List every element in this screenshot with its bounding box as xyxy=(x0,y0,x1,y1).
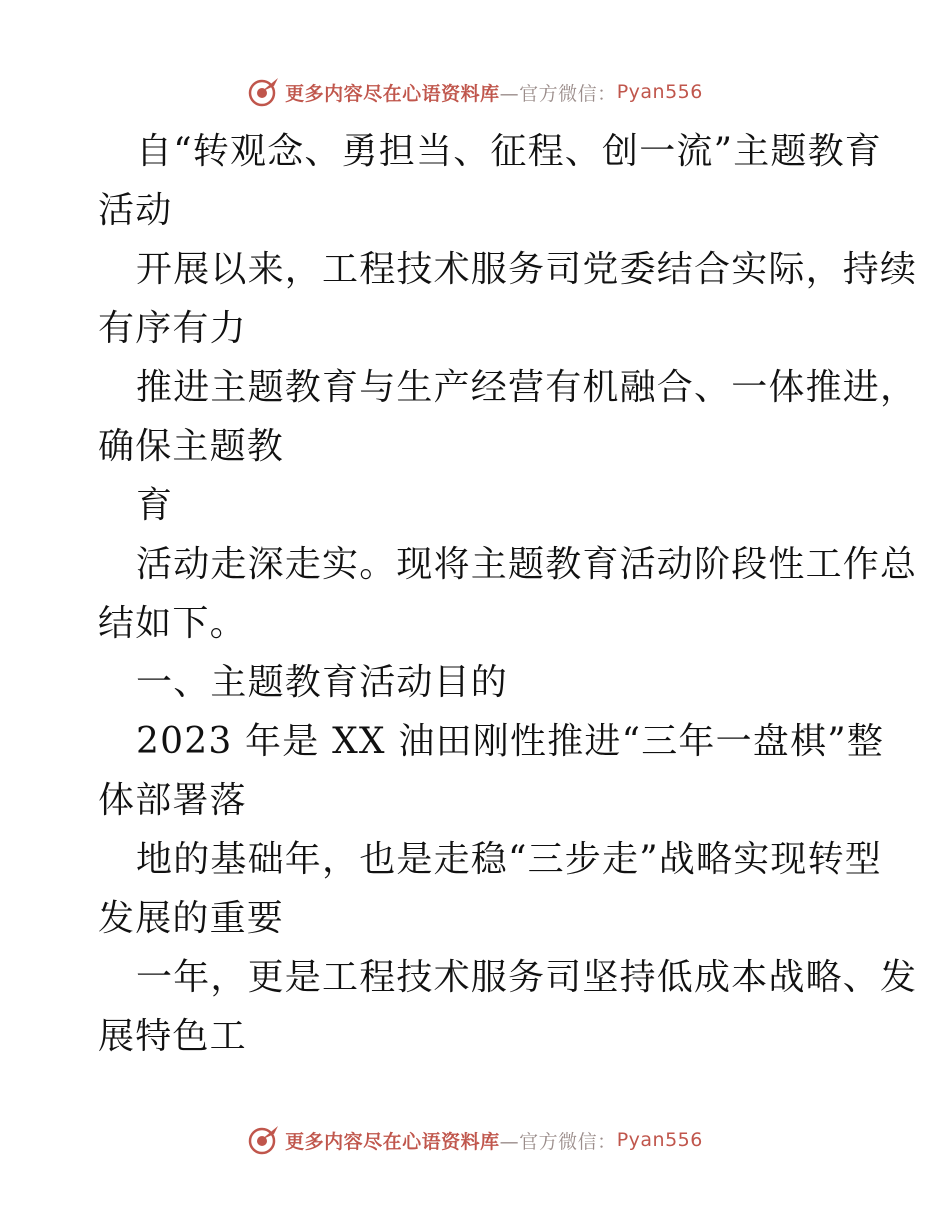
text-line: 地的基础年，也是走稳“三步走”战略实现转型 xyxy=(136,839,883,880)
text-line: 结如下。 xyxy=(98,603,247,644)
text-line: 体部署落 xyxy=(98,780,247,821)
text-line: 发展的重要 xyxy=(98,898,285,939)
quill-seal-icon xyxy=(247,75,281,109)
text-line: 确保主题教 xyxy=(98,426,285,467)
watermark-separator: —官方微信： xyxy=(499,1130,617,1153)
watermark-wechat-id: Pyan556 xyxy=(616,1129,703,1151)
text-line: 2023 年是 XX 油田刚性推进“三年一盘棋”整 xyxy=(136,721,885,762)
text-line: 活动 xyxy=(98,190,173,231)
section-heading: 一、主题教育活动目的 xyxy=(136,662,509,703)
text-line: 育 xyxy=(136,485,174,526)
text-line: 推进主题教育与生产经营有机融合、一体推进， xyxy=(136,367,918,408)
text-line: 开展以来，工程技术服务司党委结合实际，持续 xyxy=(136,249,918,290)
footer-watermark xyxy=(0,1120,950,1160)
text-line: 自“转观念、勇担当、征程、创一流”主题教育 xyxy=(136,131,883,172)
text-line: 有序有力 xyxy=(98,308,247,349)
text-line: 展特色工 xyxy=(98,1016,247,1057)
quill-seal-icon xyxy=(247,1123,281,1157)
watermark-separator: —官方微信： xyxy=(499,82,617,105)
watermark-title: 更多内容尽在心语资料库 xyxy=(285,82,500,105)
watermark-wechat-id: Pyan556 xyxy=(616,81,703,103)
text-line: 一年，更是工程技术服务司坚持低成本战略、发 xyxy=(136,957,918,998)
text-line: 活动走深走实。现将主题教育活动阶段性工作总 xyxy=(136,544,918,585)
header-watermark xyxy=(0,72,950,112)
watermark-title: 更多内容尽在心语资料库 xyxy=(285,1130,500,1153)
document-body xyxy=(98,122,918,1066)
